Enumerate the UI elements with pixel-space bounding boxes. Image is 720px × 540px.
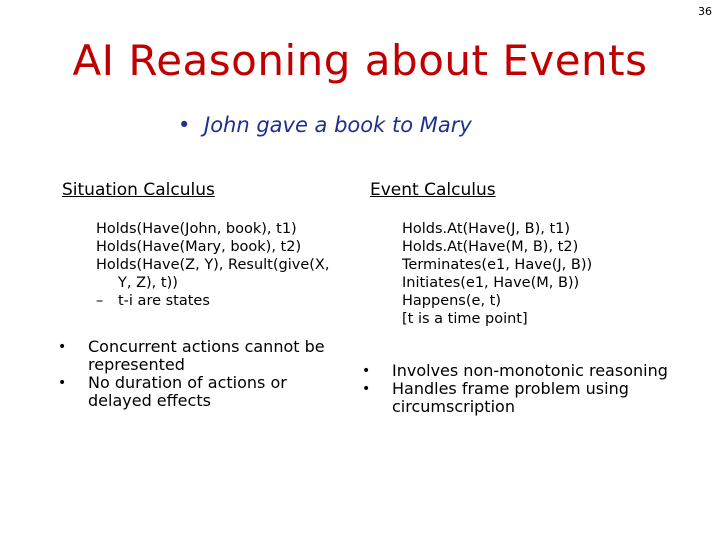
formula-line: Holds(Have(John, book), t1) [96, 221, 297, 237]
list-item [58, 374, 348, 410]
formula-line: Initiates(e1, Have(M, B)) [402, 275, 580, 291]
page-number: 36 [698, 5, 712, 18]
event-calculus-bullets [362, 362, 682, 416]
bullet-text: Handles frame problem using circumscription [392, 379, 629, 416]
dash-icon: – [96, 293, 104, 309]
list-item [58, 338, 348, 374]
formula-line: Happens(e, t) [402, 293, 502, 309]
list-item [362, 380, 682, 416]
list-item [362, 362, 682, 380]
formula-line: Holds.At(Have(M, B), t2) [402, 239, 579, 255]
event-calculus-heading: Event Calculus [370, 180, 496, 200]
formula-line: Y, Z), t)) [118, 275, 178, 291]
formula-line: Holds(Have(Z, Y), Result(give(X, [96, 257, 330, 273]
bullet-icon: • [178, 113, 191, 137]
event-calculus-formulas [402, 220, 702, 328]
slide-title: AI Reasoning about Events [72, 36, 648, 85]
state-note [96, 292, 358, 310]
bullet-icon: • [362, 363, 371, 379]
formula-line: Holds.At(Have(J, B), t1) [402, 221, 571, 237]
situation-calculus-bullets [58, 338, 348, 410]
formula-line: Terminates(e1, Have(J, B)) [402, 257, 593, 273]
state-note-text: t-i are states [118, 293, 210, 309]
formula-line: Holds(Have(Mary, book), t2) [96, 239, 302, 255]
formula-line: [t is a time point] [402, 311, 528, 327]
subtitle [178, 113, 472, 137]
bullet-icon: • [362, 381, 371, 397]
bullet-text: No duration of actions or delayed effects [88, 373, 287, 410]
subtitle-text: John gave a book to Mary [204, 113, 472, 137]
situation-calculus-heading: Situation Calculus [62, 180, 215, 200]
bullet-text: Involves non-monotonic reasoning [392, 361, 668, 380]
bullet-icon: • [58, 375, 67, 391]
bullet-icon: • [58, 339, 67, 355]
bullet-text: Concurrent actions cannot be represented [88, 337, 325, 374]
situation-calculus-formulas [96, 220, 358, 310]
